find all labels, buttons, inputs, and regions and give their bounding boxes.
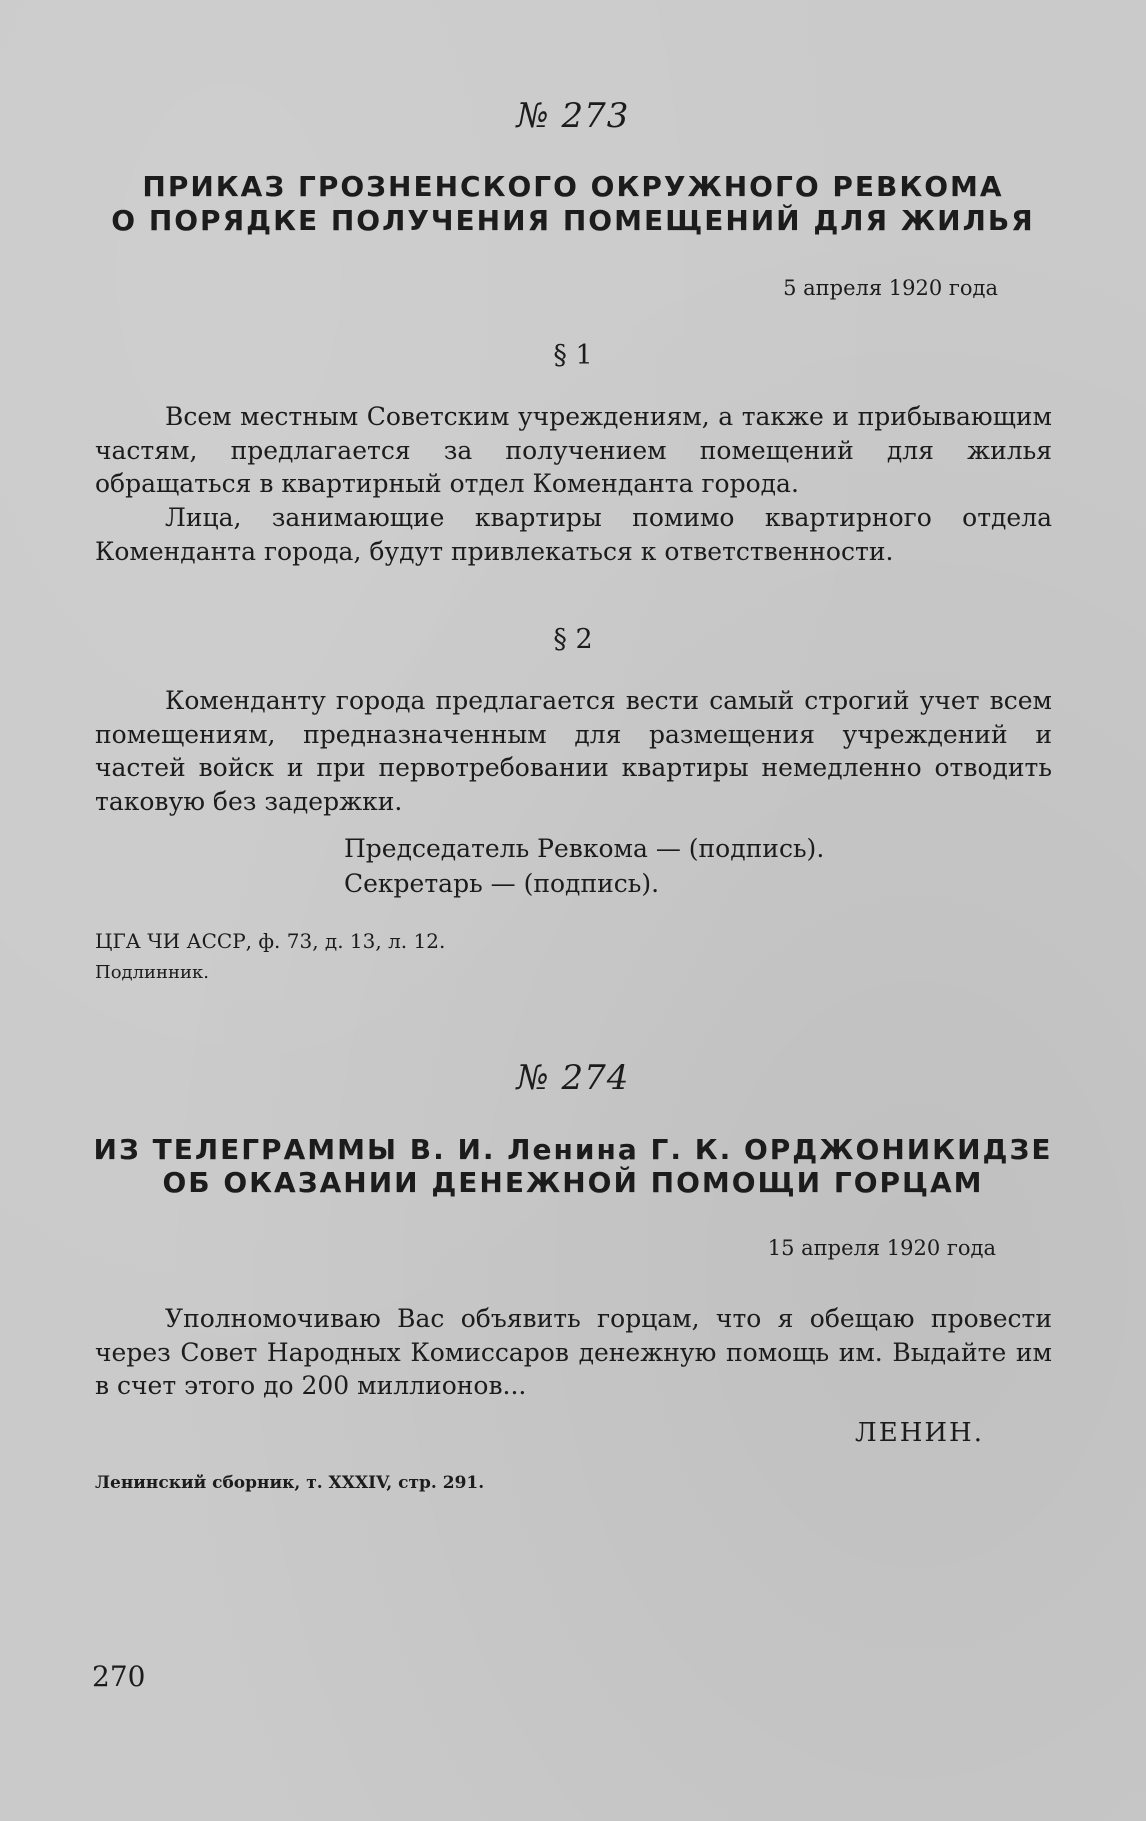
doc-273-section-2-paragraph: Коменданту города предлагается вести самый строгий учет всем помещениям, предназначенным для размещения учреждений и частей войск и при первотребовании квартиры немедленно отводить таковую без задержки. [95,686,1052,816]
doc-273-signature-chairman: Председатель Ревкома — (подпись). [344,834,825,863]
doc-274-title-line-2: ОБ ОКАЗАНИИ ДЕНЕЖНОЙ ПОМОЩИ ГОРЦАМ [162,1166,984,1199]
doc-273-signature-secretary: Секретарь — (подпись). [344,869,660,898]
doc-274-source-reference: Ленинский сборник, т. XXXIV, стр. 291. [95,1473,485,1493]
doc-273-section-1-paragraph-2: Лица, занимающие квартиры помимо квартирного отдела Коменданта города, будут привлекаться к ответственности. [95,503,1052,566]
doc-274-title-line-1: ИЗ ТЕЛЕГРАММЫ В. И. Ленина Г. К. ОРДЖОНИКИДЗЕ [93,1133,1053,1166]
doc-273-section-1-paragraph-1: Всем местным Советским учреждениям, а также и прибывающим частям, предлагается за получением помещений для жилья обращаться в квартирный отдел Коменданта города. [95,402,1052,498]
doc-274-signature: ЛЕНИН. [855,1418,984,1448]
doc-273-source-note: Подлинник. [95,962,210,983]
doc-273-number: № 273 [516,96,630,136]
doc-273-section-1-mark: § 1 [553,340,593,371]
doc-274-number: № 274 [516,1058,630,1098]
doc-274-date: 15 апреля 1920 года [767,1236,996,1260]
doc-273-source-reference: ЦГА ЧИ АССР, ф. 73, д. 13, л. 12. [95,929,446,953]
doc-273-title-line-2: О ПОРЯДКЕ ПОЛУЧЕНИЯ ПОМЕЩЕНИЙ ДЛЯ ЖИЛЬЯ [111,204,1035,237]
doc-273-date: 5 апреля 1920 года [783,276,998,300]
doc-273-section-2-mark: § 2 [553,624,593,655]
doc-273-title-line-1: ПРИКАЗ ГРОЗНЕНСКОГО ОКРУЖНОГО РЕВКОМА [142,170,1004,203]
page-number: 270 [92,1660,146,1693]
doc-274-telegram-body: Уполномочиваю Вас объявить горцам, что я обещаю провести через Совет Народных Комиссаров денежную помощь им. Выдайте им в счет этого до 200 миллионов... [95,1304,1052,1400]
